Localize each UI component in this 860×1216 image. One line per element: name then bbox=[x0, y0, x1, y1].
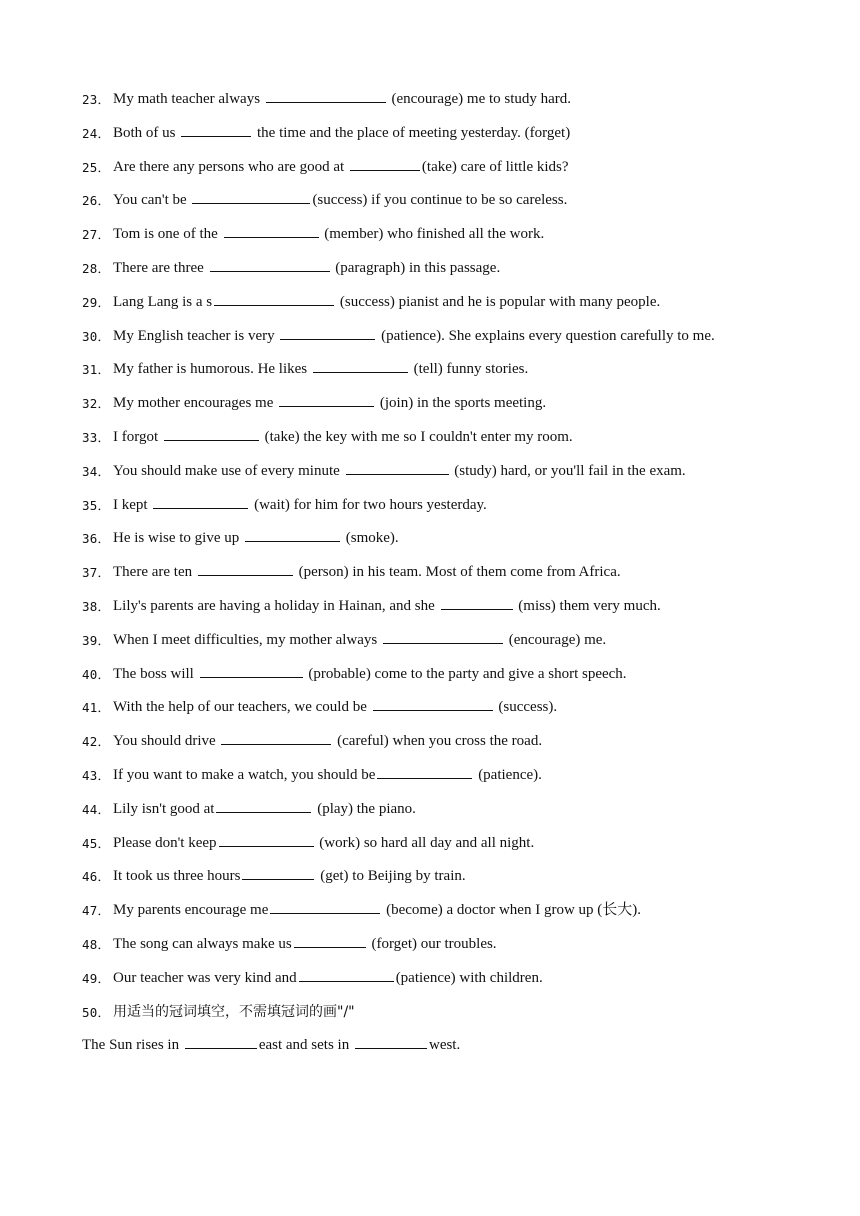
question-text: My mother encourages me bbox=[113, 395, 278, 412]
question-text: (study) hard, or you'll fail in the exam. bbox=[450, 462, 686, 479]
question-item bbox=[82, 865, 822, 899]
answer-blank[interactable] bbox=[313, 358, 408, 373]
answer-blank[interactable] bbox=[224, 223, 319, 238]
question-body bbox=[113, 291, 660, 313]
question-body bbox=[113, 88, 571, 110]
question-number: 49． bbox=[82, 970, 111, 986]
question-body bbox=[113, 933, 497, 955]
question-body bbox=[113, 156, 569, 178]
question-body bbox=[113, 798, 416, 820]
question-body bbox=[113, 595, 661, 617]
answer-blank[interactable] bbox=[355, 1034, 427, 1049]
question-body bbox=[113, 1001, 355, 1023]
question-text: My math teacher always bbox=[113, 91, 264, 107]
answer-blank[interactable] bbox=[441, 595, 513, 610]
question-body bbox=[113, 527, 399, 549]
question-text: (become) a doctor when I grow up (长大). bbox=[382, 902, 642, 919]
question-number: 39． bbox=[82, 632, 111, 648]
question-text: (person) in his team. Most of them come from Africa. bbox=[294, 564, 621, 581]
question-number: 42． bbox=[82, 734, 111, 750]
question-text: I forgot bbox=[113, 428, 162, 445]
question-item bbox=[82, 494, 822, 528]
question-item bbox=[82, 88, 822, 122]
question-text: west. bbox=[428, 1037, 461, 1053]
question-item bbox=[82, 460, 822, 494]
answer-blank[interactable] bbox=[346, 460, 449, 475]
question-body bbox=[113, 358, 528, 380]
question-item bbox=[82, 223, 822, 257]
question-text: If you want to make a watch, you should be bbox=[113, 766, 376, 783]
question-item bbox=[82, 899, 822, 933]
question-text: (forget) our troubles. bbox=[367, 935, 497, 952]
question-text: The Sun rises in bbox=[82, 1037, 183, 1053]
question-item bbox=[82, 561, 822, 595]
question-text: (patience) with children. bbox=[395, 969, 543, 986]
question-item bbox=[82, 933, 822, 967]
question-item bbox=[82, 730, 822, 764]
question-number: 44． bbox=[82, 801, 111, 817]
question-text: Tom is one of the bbox=[113, 226, 222, 243]
question-text: Our teacher was very kind and bbox=[113, 969, 297, 986]
question-item bbox=[82, 663, 822, 697]
question-number: 33． bbox=[82, 429, 111, 445]
question-number: 29． bbox=[82, 294, 111, 310]
question-text: (miss) them very much. bbox=[514, 597, 661, 614]
question-item bbox=[82, 426, 822, 460]
question-number: 25． bbox=[82, 159, 111, 175]
question-text: Please don't keep bbox=[113, 834, 217, 851]
question-number: 32． bbox=[82, 396, 111, 412]
question-text: It took us three hours bbox=[113, 868, 241, 885]
question-body bbox=[113, 460, 686, 482]
answer-blank[interactable] bbox=[181, 122, 251, 137]
question-number: 28． bbox=[82, 260, 111, 276]
question-text: The boss will bbox=[113, 665, 198, 682]
question-number: 31． bbox=[82, 362, 111, 378]
question-item bbox=[82, 325, 822, 359]
answer-blank[interactable] bbox=[164, 426, 259, 441]
question-body bbox=[113, 629, 606, 651]
question-number: 41． bbox=[82, 700, 111, 716]
question-text: (patience). bbox=[474, 766, 542, 783]
answer-blank[interactable] bbox=[221, 730, 331, 745]
question-text: (work) so hard all day and all night. bbox=[315, 834, 535, 851]
answer-blank[interactable] bbox=[377, 764, 472, 779]
answer-blank[interactable] bbox=[294, 933, 366, 948]
answer-blank[interactable] bbox=[192, 189, 310, 204]
question-item bbox=[82, 967, 822, 1001]
question-text: (probable) come to the party and give a short speech. bbox=[304, 665, 627, 682]
question-text: Are there any persons who are good at bbox=[113, 158, 348, 175]
question-number: 23． bbox=[82, 92, 111, 107]
question-text: You should make use of every minute bbox=[113, 462, 344, 479]
answer-blank[interactable] bbox=[153, 494, 248, 509]
question-number: 46． bbox=[82, 869, 111, 885]
question-body bbox=[113, 730, 542, 752]
question-text: You should drive bbox=[113, 733, 220, 750]
question-item bbox=[82, 358, 822, 392]
question-text: (wait) for him for two hours yesterday. bbox=[250, 496, 487, 513]
question-text: My parents encourage me bbox=[113, 902, 269, 919]
question-body bbox=[113, 325, 715, 347]
question-text: (take) the key with me so I couldn't enter my room. bbox=[260, 428, 573, 445]
article-fill-sentence bbox=[82, 1034, 460, 1056]
answer-blank[interactable] bbox=[185, 1034, 257, 1049]
question-text: The song can always make us bbox=[113, 935, 292, 952]
question-text: (careful) when you cross the road. bbox=[333, 733, 543, 750]
answer-blank[interactable] bbox=[350, 156, 420, 171]
question-item bbox=[82, 764, 822, 798]
question-number: 40． bbox=[82, 666, 111, 682]
answer-blank[interactable] bbox=[279, 392, 374, 407]
question-number: 45． bbox=[82, 835, 111, 851]
question-body bbox=[113, 189, 567, 211]
question-item bbox=[82, 156, 822, 190]
answer-blank[interactable] bbox=[216, 798, 311, 813]
question-text: When I meet difficulties, my mother always bbox=[113, 631, 381, 648]
question-list bbox=[82, 88, 822, 1034]
question-number: 27． bbox=[82, 227, 111, 243]
question-text: (member) who finished all the work. bbox=[320, 226, 545, 243]
question-item bbox=[82, 527, 822, 561]
question-text: You can't be bbox=[113, 192, 191, 209]
question-text: He is wise to give up bbox=[113, 530, 243, 547]
question-text: (patience). She explains every question carefully to me. bbox=[377, 327, 715, 344]
question-body bbox=[113, 257, 500, 279]
question-item bbox=[82, 696, 822, 730]
answer-blank[interactable] bbox=[299, 967, 394, 982]
question-text: (encourage) me to study hard. bbox=[387, 91, 572, 107]
question-text: 用适当的冠词填空，不需填冠词的画"/" bbox=[113, 1003, 355, 1020]
answer-blank[interactable] bbox=[198, 561, 293, 576]
answer-blank[interactable] bbox=[242, 865, 314, 880]
question-body bbox=[113, 561, 621, 583]
question-text: My father is humorous. He likes bbox=[113, 361, 311, 378]
question-number: 50． bbox=[82, 1004, 111, 1020]
question-number: 30． bbox=[82, 328, 111, 344]
question-text: (smoke). bbox=[341, 530, 399, 547]
question-item bbox=[82, 257, 822, 291]
question-number: 35． bbox=[82, 497, 111, 513]
answer-blank[interactable] bbox=[245, 527, 340, 542]
question-body bbox=[113, 764, 542, 786]
question-item bbox=[82, 1001, 822, 1035]
question-text: the time and the place of meeting yesterday. (forget) bbox=[253, 124, 571, 141]
question-text: I kept bbox=[113, 496, 152, 513]
question-item bbox=[82, 629, 822, 663]
answer-blank[interactable] bbox=[383, 629, 503, 644]
answer-blank[interactable] bbox=[280, 325, 375, 340]
question-text: (paragraph) in this passage. bbox=[331, 259, 501, 276]
question-item bbox=[82, 189, 822, 223]
question-text: (success) pianist and he is popular with many people. bbox=[336, 293, 661, 310]
question-body bbox=[113, 899, 641, 921]
question-item bbox=[82, 798, 822, 832]
question-body bbox=[113, 865, 466, 887]
answer-blank[interactable] bbox=[214, 291, 334, 306]
question-body bbox=[113, 223, 544, 245]
question-text: (tell) funny stories. bbox=[409, 361, 529, 378]
question-number: 47． bbox=[82, 903, 111, 919]
question-text: (encourage) me. bbox=[504, 631, 607, 648]
question-text: My English teacher is very bbox=[113, 327, 279, 344]
answer-blank[interactable] bbox=[266, 88, 386, 103]
question-number: 36． bbox=[82, 531, 111, 547]
question-text: (get) to Beijing by train. bbox=[316, 868, 466, 885]
question-item bbox=[82, 832, 822, 866]
question-number: 26． bbox=[82, 193, 111, 209]
question-body bbox=[113, 663, 627, 685]
question-text: There are ten bbox=[113, 564, 196, 581]
question-text: Lang Lang is a s bbox=[113, 293, 213, 310]
question-text: (success) if you continue to be so careless. bbox=[312, 192, 568, 209]
answer-blank[interactable] bbox=[219, 832, 314, 847]
answer-blank[interactable] bbox=[270, 899, 380, 914]
answer-blank[interactable] bbox=[210, 257, 330, 272]
question-body bbox=[113, 832, 534, 854]
question-text: (join) in the sports meeting. bbox=[376, 395, 547, 412]
question-text: Both of us bbox=[113, 124, 180, 141]
question-text: There are three bbox=[113, 259, 208, 276]
question-number: 24． bbox=[82, 125, 111, 141]
question-body bbox=[113, 392, 546, 414]
question-item bbox=[82, 595, 822, 629]
question-number: 43． bbox=[82, 767, 111, 783]
question-number: 37． bbox=[82, 565, 111, 581]
question-text: (take) care of little kids? bbox=[421, 158, 569, 175]
question-text: With the help of our teachers, we could be bbox=[113, 699, 371, 716]
question-number: 38． bbox=[82, 598, 111, 614]
answer-blank[interactable] bbox=[373, 696, 493, 711]
question-text: (play) the piano. bbox=[313, 800, 416, 817]
question-text: Lily isn't good at bbox=[113, 800, 215, 817]
question-text: (success). bbox=[494, 699, 558, 716]
question-number: 34． bbox=[82, 463, 111, 479]
question-text: Lily's parents are having a holiday in Hainan, and she bbox=[113, 597, 439, 614]
question-text: east and sets in bbox=[258, 1037, 353, 1053]
question-item bbox=[82, 122, 822, 156]
question-item bbox=[82, 392, 822, 426]
question-number: 48． bbox=[82, 936, 111, 952]
question-body bbox=[113, 494, 487, 516]
question-body bbox=[113, 122, 570, 144]
answer-blank[interactable] bbox=[200, 663, 303, 678]
question-item bbox=[82, 291, 822, 325]
question-body bbox=[113, 967, 543, 989]
question-body bbox=[113, 426, 573, 448]
question-body bbox=[113, 696, 557, 718]
